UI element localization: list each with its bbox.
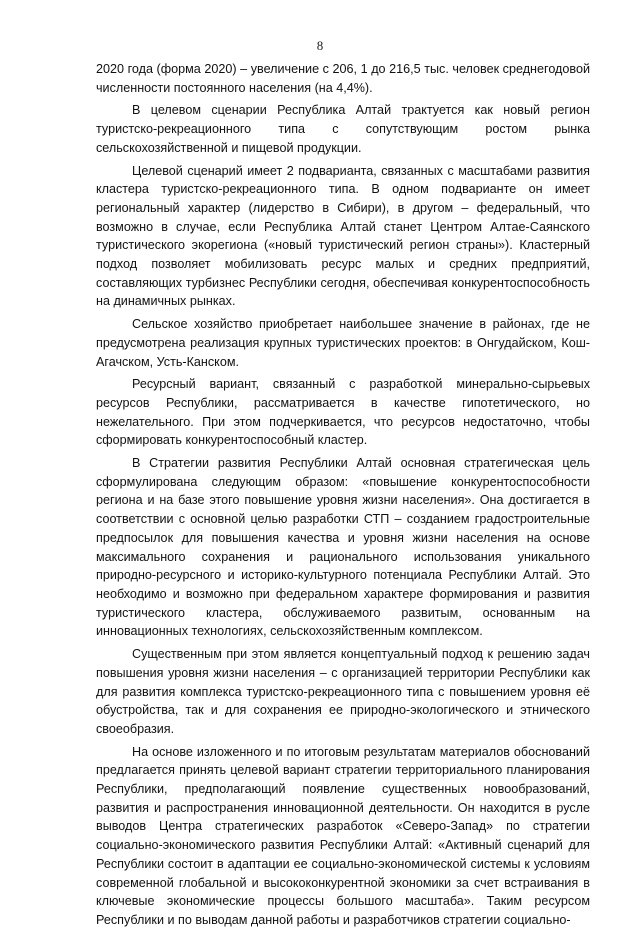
paragraph-6: В Стратегии развития Республики Алтай основная стратегическая цель сформулирована следующим образом: «повышение конкурентоспособности региона и на базе этого повышение уровня жизни населения». Она достигается в соответствии с основной целью разработки СТП – созданием градостроительные предпосылок для повышения качества и уровня жизни населения на основе максимального сохранения и рационального использования уникального природно-ресурсного и историко-культурного потенциала Республики Алтай. Это необходимо и возможно при федеральном характере формирования и развития туристического кластера, обслуживаемого развитым, основанным на инновационных технологиях, сельскохозяйственным комплексом. [96, 456, 590, 639]
paragraph-4: Сельское хозяйство приобретает наибольшее значение в районах, где не предусмотрена реализация крупных туристических проектов: в Онгудайском, Кош-Агачском, Усть-Канском. [96, 317, 590, 369]
paragraph-5: Ресурсный вариант, связанный с разработкой минерально-сырьевых ресурсов Республики, рассматривается в качестве гипотетического, но нежелательного. При этом подчеркивается, что ресурсов недостаточно, чтобы сформировать конкурентоспособный кластер. [96, 377, 590, 448]
paragraph-3: Целевой сценарий имеет 2 подварианта, связанных с масштабами развития кластера туристско-рекреационного типа. В одном подварианте он имеет региональный характер (лидерство в Сибири), в другом – федеральный, что возможно в случае, если Республика Алтай станет Центром Алтае-Саянского туристического экорегиона («новый туристический регион страны»). Кластерный подход позволяет мобилизовать ресурс малых и средних предприятий, составляющих турбизнес Республики сегодня, обеспечивая конкурентоспособность на динамичных рынках. [96, 163, 590, 309]
paragraph-2: В целевом сценарии Республика Алтай трактуется как новый регион туристско-рекреационного типа с сопутствующим ростом рынка сельскохозяйственной и пищевой продукции. [96, 103, 590, 155]
page-number: 8 [316, 38, 324, 53]
paragraph-1: 2020 года (форма 2020) – увеличение с 206, 1 до 216,5 тыс. человек среднегодовой численности постоянного населения (на 4,4%). [96, 62, 590, 95]
document-body [96, 60, 590, 934]
paragraph-7: Существенным при этом является концептуальный подход к решению задач повышения уровня жизни населения – с организацией территории Республики как для развития комплекса туристско-рекреационного типа с повышением уровня её обустройства, так и для сохранения ее природно-экологического и этнического своеобразия. [96, 647, 590, 736]
paragraph-8: На основе изложенного и по итоговым результатам материалов обоснований предлагается принять целевой вариант стратегии территориального планирования Республики, предполагающий появление существенных новообразований, развития и распространения инновационной деятельности. Он находится в русле выводов Центра стратегических разработок «Северо-Запад» по стратегии социально-экономического развития Республики Алтай: «Активный сценарий для Республики состоит в адаптации ее социально-экономической системы к условиям современной глобальной и высококонкурентной экономики за счет встраивания в ключевые экономические процессы большого масштаба». Таким ресурсом Республики и по выводам данной работы и разработчиков стратегии социально- [96, 744, 590, 927]
